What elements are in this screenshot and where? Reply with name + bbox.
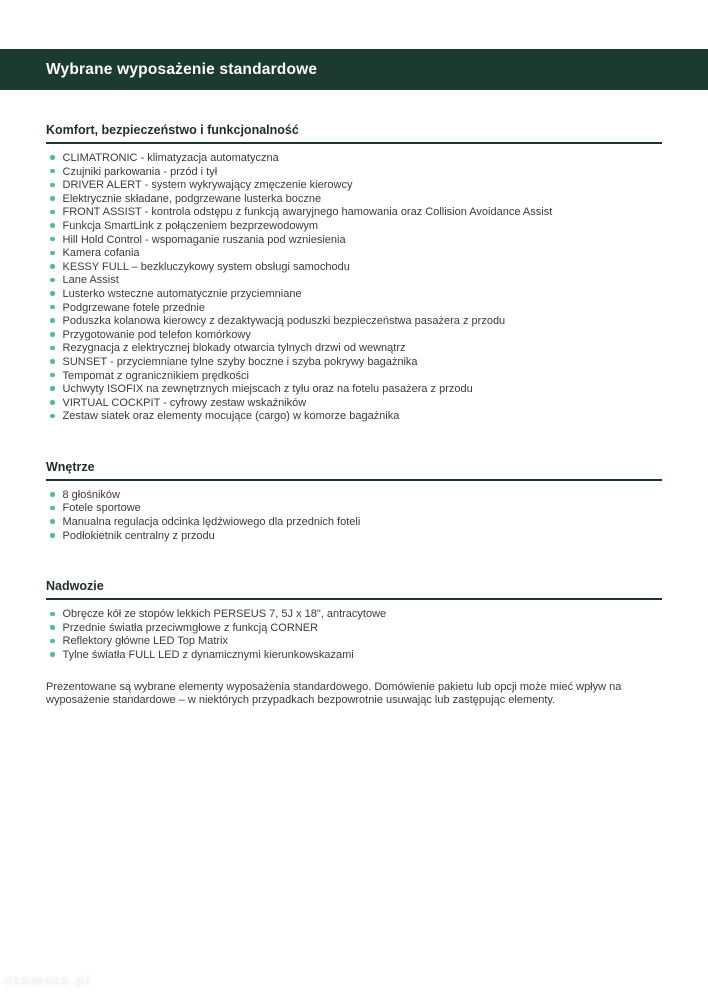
list-item-text: Zestaw siatek oraz elementy mocujące (cargo) w komorze bagażnika: [62, 410, 400, 423]
list-item-text: Przygotowanie pod telefon komórkowy: [62, 328, 251, 341]
content-column: [46, 90, 662, 719]
list-item: [46, 206, 662, 220]
list-item: [46, 383, 662, 397]
list-item-text: Manualna regulacja odcinka lędźwiowego dla przednich foteli: [62, 516, 361, 529]
bullet-icon: [50, 291, 55, 296]
list-item-text: CLIMATRONIC - klimatyzacja automatyczna: [62, 152, 279, 164]
list-item-text: Podgrzewane fotele przednie: [62, 301, 205, 314]
sections-container: [46, 123, 662, 663]
footer-note: Prezentowane są wybrane elementy wyposażenia standardowego. Domówienie pakietu lub opcji może mieć wpływ na wyposażenie standardowe – w niektórych przypadkach bezpowrotnie usuwając lub zastępując elementy.: [46, 680, 622, 707]
list-item-text: Lusterko wsteczne automatycznie przyciemniane: [62, 287, 302, 300]
list-item: [46, 649, 662, 663]
bullet-icon: [50, 169, 55, 174]
list-item-text: Tylne światła FULL LED z dynamicznymi kierunkowskazami: [62, 649, 354, 662]
bullet-icon: [50, 492, 55, 497]
list-item: [46, 397, 662, 411]
list-item-text: Kamera cofania: [62, 247, 140, 260]
bullet-icon: [50, 652, 55, 657]
list-item-text: SUNSET - przyciemniane tylne szyby boczne i szyba pokrywy bagażnika: [62, 355, 418, 368]
bullet-icon: [50, 386, 55, 391]
list-item-text: DRIVER ALERT - system wykrywający zmęczenie kierowcy: [62, 179, 353, 192]
list-item: [46, 502, 662, 516]
bullet-icon: [50, 625, 55, 630]
watermark: otomoto.pl: [4, 972, 92, 988]
list-item: [46, 329, 662, 343]
list-item: [46, 288, 662, 302]
list-item-text: Hill Hold Control - wspomaganie ruszania pod wzniesienia: [62, 233, 346, 246]
list-item-text: Reflektory główne LED Top Matrix: [62, 635, 228, 648]
list-item-text: Obręcze kół ze stopów lekkich PERSEUS 7, 5J x 18", antracytowe: [62, 608, 387, 621]
equipment-list: [46, 608, 662, 662]
section-heading: Komfort, bezpieczeństwo i funkcjonalność: [46, 123, 662, 144]
bullet-icon: [50, 400, 55, 405]
bullet-icon: [50, 237, 55, 242]
equipment-section: [46, 123, 662, 424]
list-item-text: Tempomat z ogranicznikiem prędkości: [62, 369, 249, 382]
list-item-text: KESSY FULL – bezkluczykowy system obsługi samochodu: [62, 260, 350, 273]
bullet-icon: [50, 155, 55, 160]
bullet-icon: [50, 519, 55, 524]
list-item: [46, 370, 662, 384]
bullet-icon: [50, 318, 55, 323]
list-item: [46, 166, 662, 180]
bullet-icon: [50, 278, 55, 283]
list-item: [46, 608, 662, 622]
list-item: [46, 274, 662, 288]
equipment-section: [46, 579, 662, 662]
bullet-icon: [50, 533, 55, 538]
list-item: [46, 489, 662, 503]
bullet-icon: [50, 183, 55, 188]
list-item-text: Przednie światła przeciwmgłowe z funkcją CORNER: [62, 621, 319, 634]
list-item: [46, 315, 662, 329]
bullet-icon: [50, 639, 55, 644]
list-item: [46, 635, 662, 649]
bullet-icon: [50, 612, 55, 617]
list-item-text: Rezygnacja z elektrycznej blokady otwarcia tylnych drzwi od wewnątrz: [62, 342, 406, 355]
equipment-list: [46, 489, 662, 543]
list-item-text: Uchwyty ISOFIX na zewnętrznych miejscach z tyłu oraz na fotelu pasażera z przodu: [62, 383, 473, 396]
section-heading: Wnętrze: [46, 460, 662, 481]
list-item: [46, 152, 662, 166]
bullet-icon: [50, 196, 55, 201]
list-item: [46, 179, 662, 193]
list-item-text: Fotele sportowe: [62, 502, 141, 515]
list-item: [46, 530, 662, 544]
list-item-text: Funkcja SmartLink z połączeniem bezprzewodowym: [62, 219, 319, 232]
list-item: [46, 302, 662, 316]
equipment-section: [46, 460, 662, 543]
bullet-icon: [50, 346, 55, 351]
list-item: [46, 342, 662, 356]
section-heading: Nadwozie: [46, 579, 662, 600]
bullet-icon: [50, 506, 55, 511]
list-item-text: VIRTUAL COCKPIT - cyfrowy zestaw wskaźników: [62, 396, 307, 409]
bullet-icon: [50, 359, 55, 364]
equipment-list: [46, 152, 662, 424]
bullet-icon: [50, 332, 55, 337]
list-item: [46, 193, 662, 207]
bullet-icon: [50, 223, 55, 228]
page-header-bar: [0, 49, 708, 90]
list-item: [46, 247, 662, 261]
bullet-icon: [50, 251, 55, 256]
bullet-icon: [50, 264, 55, 269]
list-item: [46, 234, 662, 248]
list-item-text: FRONT ASSIST - kontrola odstępu z funkcją awaryjnego hamowania oraz Collision Avoidance Assist: [62, 206, 553, 219]
list-item-text: Poduszka kolanowa kierowcy z dezaktywacją poduszki bezpieczeństwa pasażera z przodu: [62, 315, 506, 328]
bullet-icon: [50, 414, 55, 419]
list-item-text: Lane Assist: [62, 274, 119, 287]
list-item: [46, 261, 662, 275]
list-item: [46, 410, 662, 424]
page-title: Wybrane wyposażenie standardowe: [46, 60, 318, 78]
list-item-text: Elektrycznie składane, podgrzewane lusterka boczne: [62, 192, 322, 205]
list-item: [46, 516, 662, 530]
list-item: [46, 356, 662, 370]
list-item-text: 8 głośników: [62, 488, 120, 501]
bullet-icon: [50, 210, 55, 215]
list-item-text: Czujniki parkowania - przód i tył: [62, 165, 218, 178]
list-item: [46, 220, 662, 234]
list-item-text: Podłokietnik centralny z przodu: [62, 529, 215, 542]
list-item: [46, 622, 662, 636]
bullet-icon: [50, 305, 55, 310]
bullet-icon: [50, 373, 55, 378]
